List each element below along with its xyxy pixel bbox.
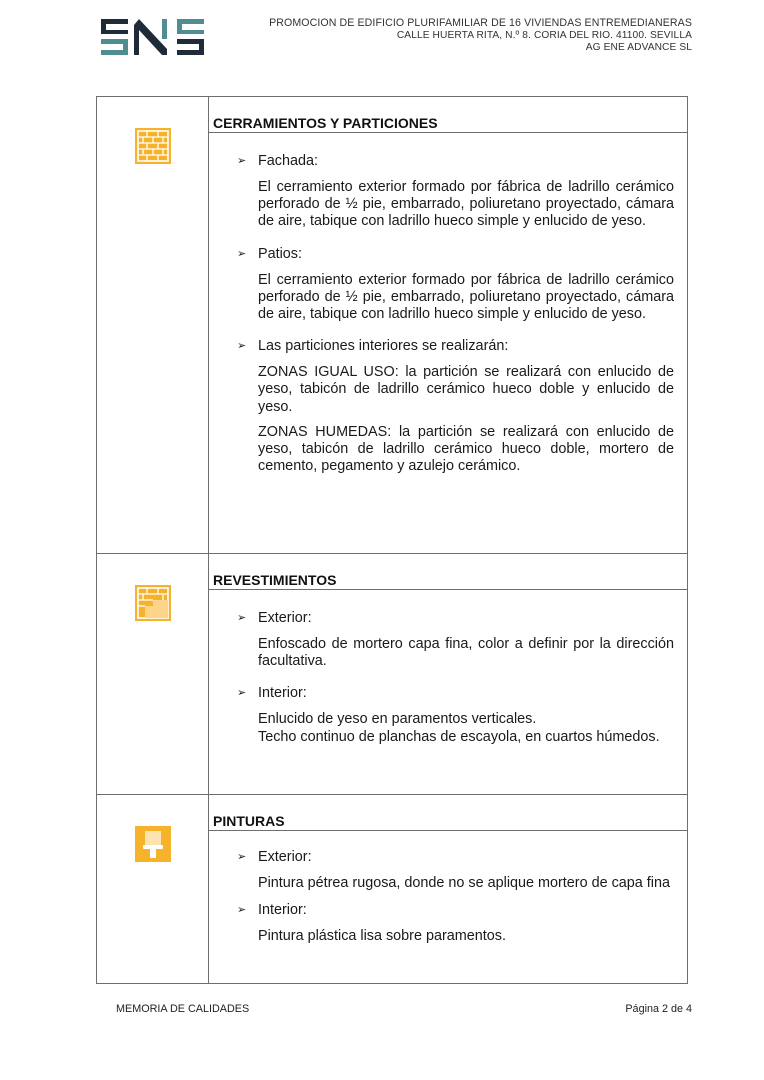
section-title: CERRAMIENTOS Y PARTICIONES [209,97,687,133]
footer-page-number: Página 2 de 4 [625,1003,692,1015]
item-label: Interior: [258,902,307,919]
section-cerramientos [97,97,688,554]
arrow-bullet-icon: ➢ [237,612,247,624]
item-description: Enfoscado de mortero capa fina, color a definir por la dirección facultativa. [258,636,674,670]
item-description: ZONAS IGUAL USO: la partición se realizará con enlucido de yeso, tabicón de ladrillo cerámico hueco doble y enlucido de yeso. [258,364,674,415]
section-content-cell [209,554,688,795]
header-project-title: PROMOCION DE EDIFICIO PLURIFAMILIAR DE 16 VIVIENDAS ENTREMEDIANERAS [269,17,692,29]
specifications-table [96,96,688,984]
section-icon-cell [97,554,209,795]
footer-document-title: MEMORIA DE CALIDADES [116,1003,250,1015]
brick-wall-icon [135,128,171,164]
section-content-cell [209,795,688,984]
arrow-bullet-icon: ➢ [237,904,247,917]
item-description: Techo continuo de planchas de escayola, en cuartos húmedos. [258,728,660,745]
arrow-bullet-icon: ➢ [237,687,247,700]
item-label: Exterior: [258,849,312,865]
arrow-bullet-icon: ➢ [237,247,247,260]
list-item [237,152,674,231]
arrow-bullet-icon: ➢ [237,340,247,353]
section-icon-cell [97,795,209,984]
item-label: Exterior: [258,610,312,626]
arrow-bullet-icon: ➢ [237,851,247,863]
section-title: PINTURAS [209,795,687,831]
list-item [237,901,674,945]
item-description: ZONAS HUMEDAS: la partición se realizará con enlucido de yeso, tabicón de ladrillo cerámico hueco doble, mortero de cemento, pegamento y azulejo cerámico. [258,423,674,475]
item-description: Enlucido de yeso en paramentos verticales. [258,711,537,728]
item-label: Patios: [258,245,302,262]
item-description: Pintura pétrea rugosa, donde no se aplique mortero de capa fina [258,875,671,891]
header-company: AG ENE ADVANCE SL [585,42,692,53]
list-item [237,609,674,670]
section-icon-cell [97,97,209,554]
list-item [237,245,674,324]
section-content-cell [209,97,688,554]
section-revestimientos [97,554,688,795]
item-description: El cerramiento exterior formado por fábrica de ladrillo cerámico perforado de ½ pie, embarrado, poliuretano proyectado, cámara de aire, tabique con ladrillo hueco simple y enlucido de yeso. [258,271,674,323]
header-address: CALLE HUERTA RITA, N.º 8. CORIA DEL RIO. 41100. SEVILLA [396,29,692,41]
item-description: El cerramiento exterior formado por fábrica de ladrillo cerámico perforado de ½ pie, embarrado, poliuretano proyectado, cámara de aire, tabique con ladrillo hueco simple y enlucido de yeso. [258,179,674,230]
ene-logo-icon [101,19,204,60]
wall-finish-icon [135,585,171,621]
paint-brush-icon [135,826,171,862]
item-label: Fachada: [258,153,319,169]
section-pinturas [97,795,688,984]
list-item [237,684,674,745]
document-header [269,17,692,55]
item-description: Pintura plástica lisa sobre paramentos. [258,928,506,945]
list-item [237,848,674,892]
item-label: Las particiones interiores se realizarán: [258,338,509,355]
item-label: Interior: [258,685,307,702]
section-title: REVESTIMIENTOS [209,554,687,590]
list-item [237,337,674,475]
arrow-bullet-icon: ➢ [237,155,247,167]
